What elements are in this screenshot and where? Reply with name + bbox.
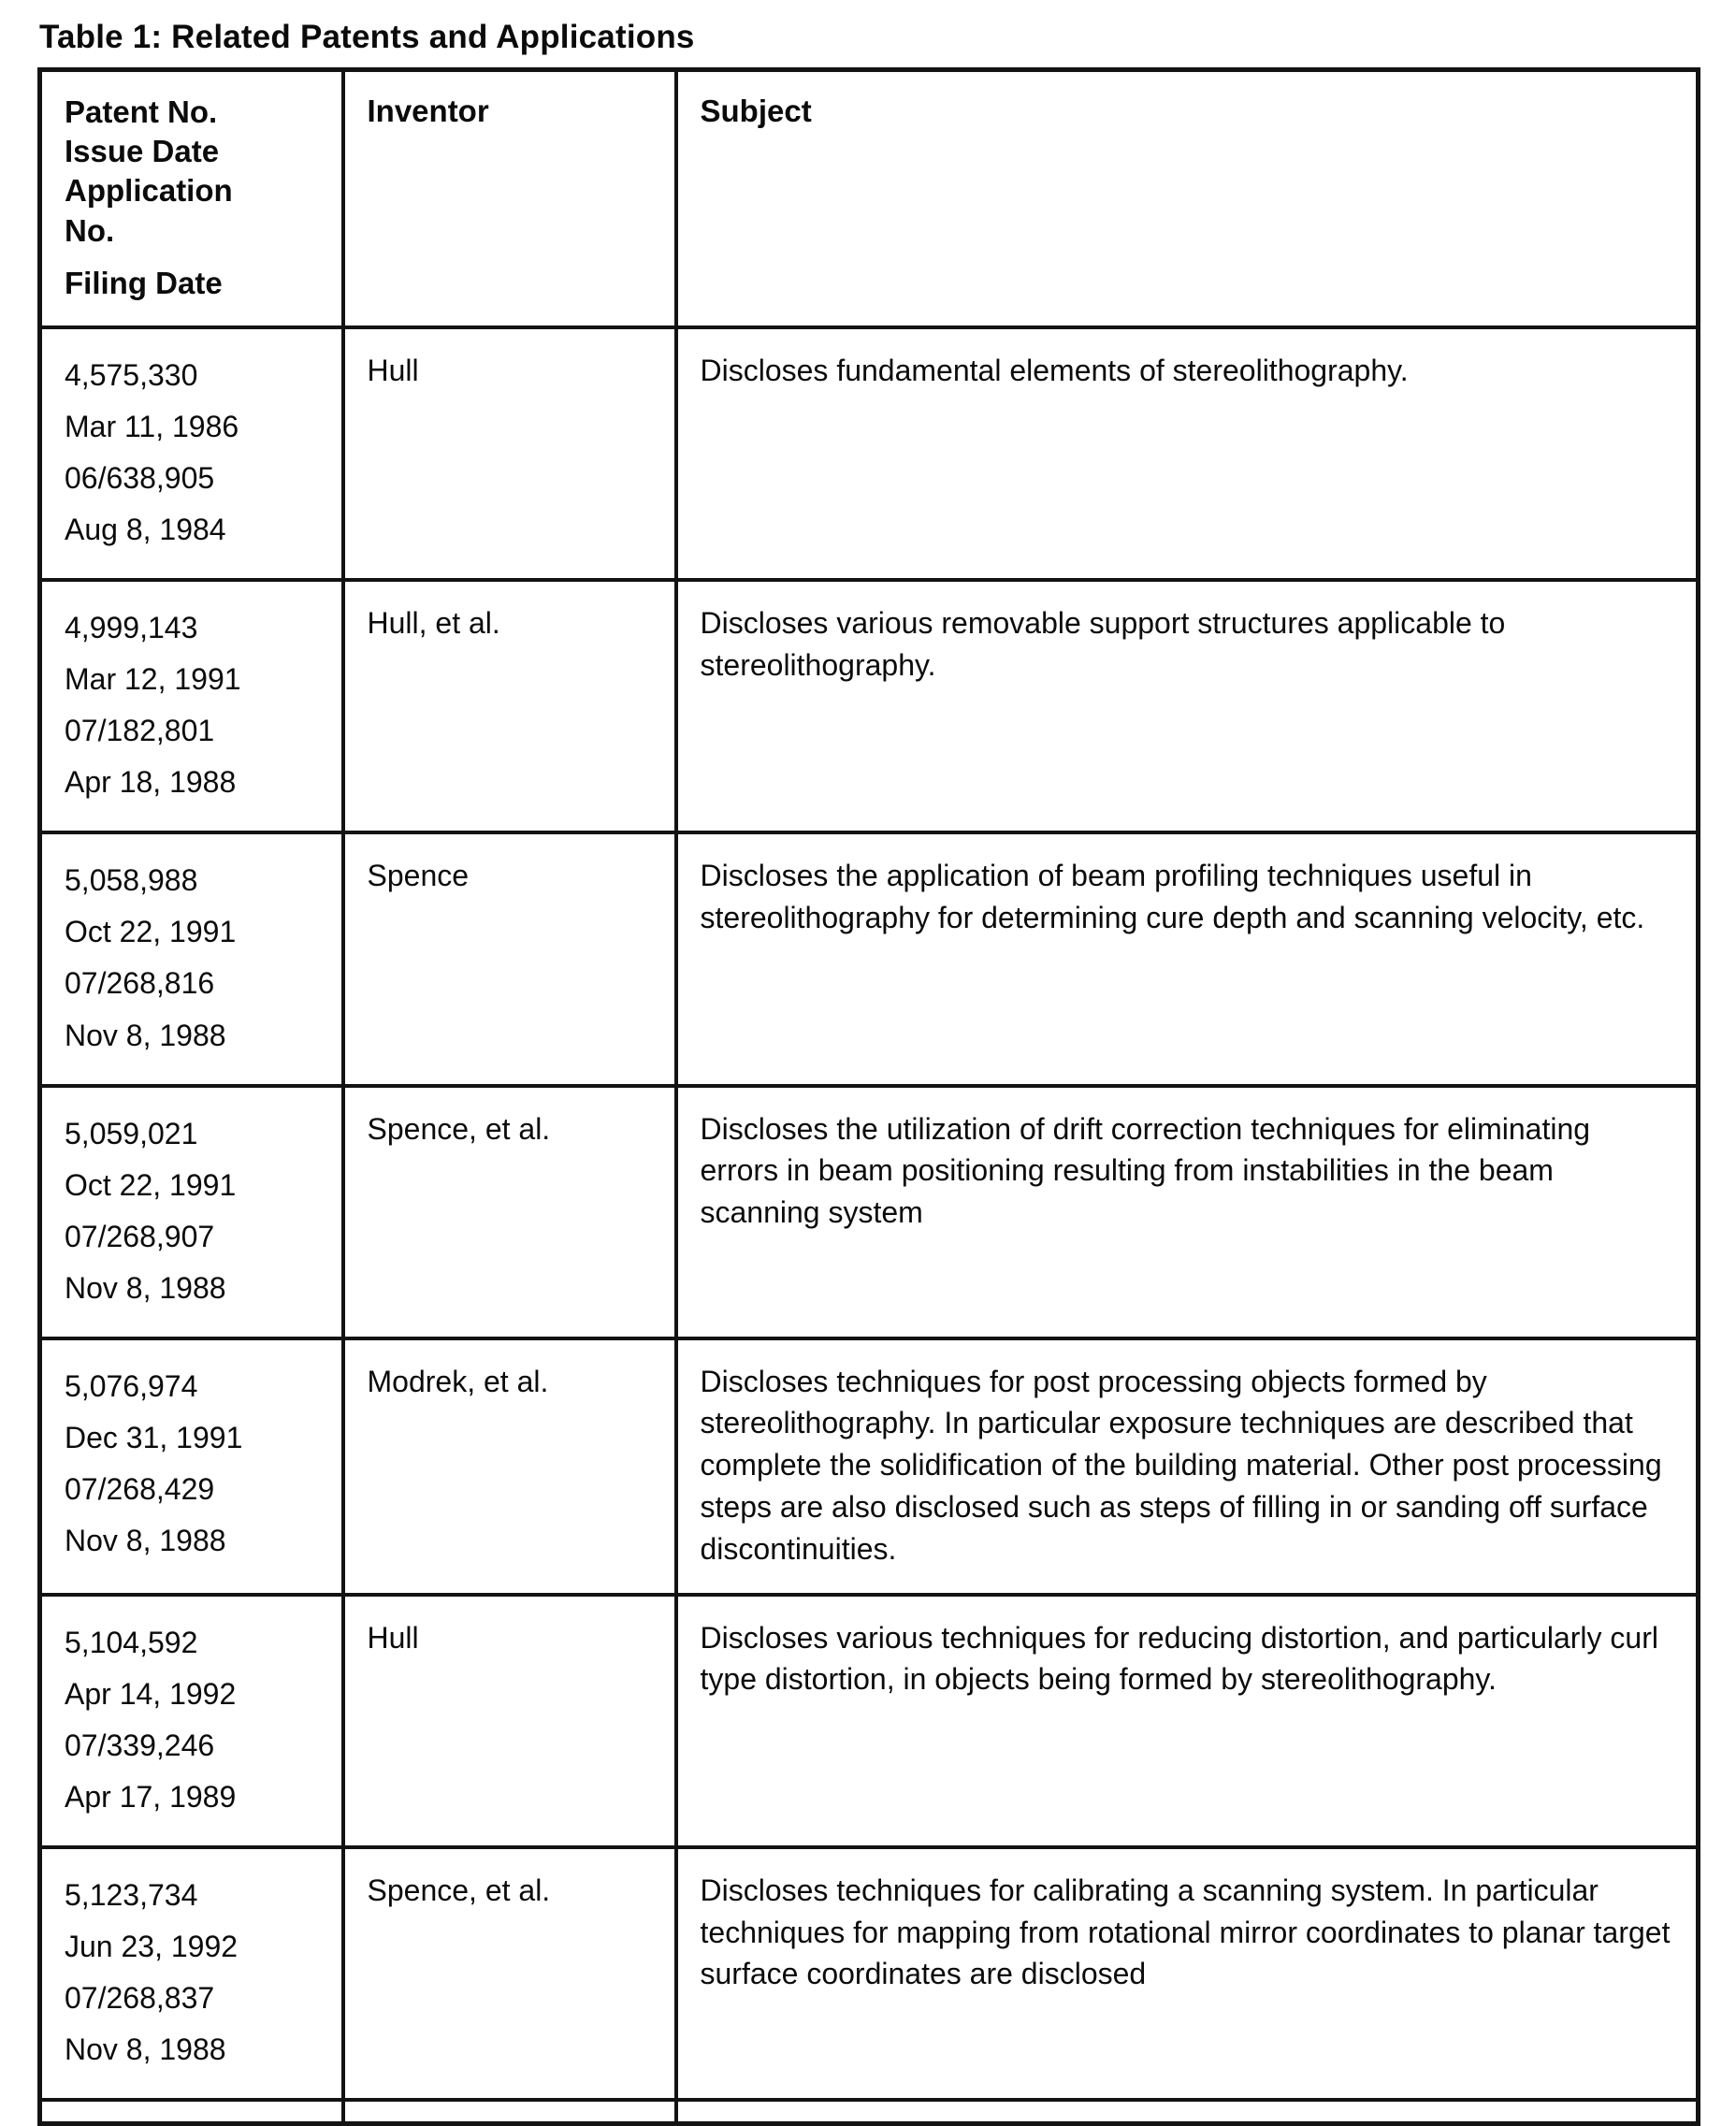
issue-date: Mar 11, 1986	[65, 410, 239, 444]
application-number: 06/638,905	[65, 461, 215, 496]
patent-number: 5,058,988	[65, 863, 198, 898]
application-number: 07/268,837	[65, 1980, 215, 2015]
header-line: Patent No.	[65, 94, 218, 129]
table-row	[40, 1595, 1699, 1847]
header-line: Application	[65, 173, 233, 209]
patent-cell	[40, 832, 343, 1085]
header-line: No.	[65, 212, 115, 248]
filing-date: Nov 8, 1988	[65, 1270, 226, 1305]
subject-cell: Discloses the utilization of drift correction techniques for eliminating errors in beam positioning resulting from instabilities in the beam scanning system	[676, 1086, 1699, 1338]
patent-cell	[40, 580, 343, 832]
patent-cell	[40, 1595, 343, 1847]
filing-date: Nov 8, 1988	[65, 1523, 226, 1557]
subject-cell: Discloses various removable support structures applicable to stereolithography.	[676, 580, 1699, 832]
filing-date: Apr 18, 1988	[65, 765, 237, 800]
filing-date: Aug 8, 1984	[65, 513, 226, 547]
header-line: Issue Date	[65, 134, 220, 169]
inventor-cell: Spence	[343, 832, 676, 1085]
subject-cell: Discloses various techniques for reducing distortion, and particularly curl type distortion, in objects being formed by stereolithography.	[676, 1595, 1699, 1847]
filing-date: Apr 17, 1989	[65, 1779, 237, 1814]
patent-number: 5,059,021	[65, 1116, 198, 1150]
table-row	[40, 580, 1699, 832]
patent-number: 5,123,734	[65, 1877, 198, 1912]
subject-cell	[676, 2100, 1699, 2124]
table-row	[40, 832, 1699, 1085]
filing-date: Nov 8, 1988	[65, 2032, 226, 2066]
inventor-cell: Hull, et al.	[343, 580, 676, 832]
subject-cell: Discloses techniques for calibrating a scanning system. In particular techniques for mapping from rotational mirror coordinates to planar target surface coordinates are disclosed	[676, 1847, 1699, 2100]
inventor-cell: Hull	[343, 1595, 676, 1847]
table-row	[40, 327, 1699, 580]
inventor-cell	[343, 2100, 676, 2124]
issue-date: Mar 12, 1991	[65, 662, 241, 697]
patent-cell	[40, 327, 343, 580]
inventor-cell: Spence, et al.	[343, 1847, 676, 2100]
subject-cell: Discloses techniques for post processing objects formed by stereolithography. In particular exposure techniques are described that complete the solidification of the building material. Other post processing steps are also disclosed such as steps of filling in or sanding off surface discontinuities.	[676, 1338, 1699, 1595]
application-number: 07/268,907	[65, 1219, 215, 1253]
application-number: 07/339,246	[65, 1728, 215, 1762]
filing-date: Nov 8, 1988	[65, 1018, 226, 1052]
application-number: 07/182,801	[65, 714, 215, 748]
subject-cell: Discloses fundamental elements of stereolithography.	[676, 327, 1699, 580]
patent-cell	[40, 1338, 343, 1595]
issue-date: Jun 23, 1992	[65, 1929, 239, 1963]
table-row	[40, 1847, 1699, 2100]
issue-date: Apr 14, 1992	[65, 1676, 237, 1711]
patent-cell	[40, 1847, 343, 2100]
header-patent-col	[40, 70, 343, 328]
inventor-cell: Hull	[343, 327, 676, 580]
header-line: Filing Date	[65, 265, 223, 300]
header-inventor-col: Inventor	[343, 70, 676, 328]
inventor-cell: Spence, et al.	[343, 1086, 676, 1338]
issue-date: Dec 31, 1991	[65, 1420, 243, 1454]
patent-number: 5,076,974	[65, 1368, 198, 1403]
partial-row	[40, 2100, 1699, 2124]
issue-date: Oct 22, 1991	[65, 1167, 237, 1202]
patent-number: 4,575,330	[65, 358, 198, 393]
table-row	[40, 1338, 1699, 1595]
table-title: Table 1: Related Patents and Applications	[39, 19, 695, 55]
application-number: 07/268,429	[65, 1471, 215, 1506]
subject-cell: Discloses the application of beam profiling techniques useful in stereolithography for determining cure depth and scanning velocity, etc.	[676, 832, 1699, 1085]
patent-cell	[40, 2100, 343, 2124]
application-number: 07/268,816	[65, 966, 215, 1001]
table-row	[40, 1086, 1699, 1338]
header-row	[40, 70, 1699, 328]
header-subject-col: Subject	[676, 70, 1699, 328]
patent-cell	[40, 1086, 343, 1338]
inventor-cell: Modrek, et al.	[343, 1338, 676, 1595]
patents-table	[37, 67, 1700, 2126]
patent-number: 4,999,143	[65, 611, 198, 645]
issue-date: Oct 22, 1991	[65, 915, 237, 949]
patent-number: 5,104,592	[65, 1625, 198, 1659]
